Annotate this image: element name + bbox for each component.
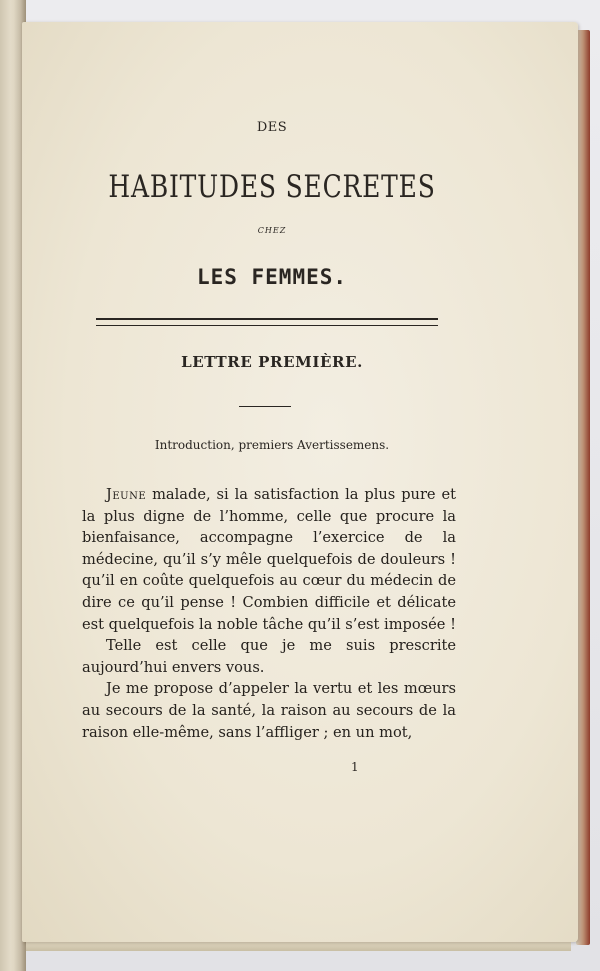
paragraph-text: Je me propose d’appeler la vertu et les mœurs au secours de la santé, la raison au secours de la raison elle-même, sans l’affliger ; en un mot, bbox=[82, 680, 456, 741]
short-rule-divider bbox=[239, 406, 291, 407]
paragraph-text: malade, si la satisfaction la plus pure et la plus digne de l’homme, celle que procure la bienfaisance, accompagne l’exercice de la médecine, qu’il s’y mêle quelquefois de douleurs ! qu’il en coûte quelquefois au cœur du médecin de dire ce qu’il pense ! Combien difficile et délicate est quelquefois la noble tâche qu’il s’est imposée ! bbox=[82, 486, 456, 633]
page-content bbox=[22, 22, 578, 942]
book-cover-edge bbox=[576, 30, 590, 945]
page-number: 1 bbox=[351, 760, 359, 774]
chapter-summary: Introduction, premiers Avertissemens. bbox=[154, 438, 390, 452]
double-rule-divider bbox=[96, 318, 438, 326]
title-chez: CHEZ bbox=[257, 226, 287, 235]
paragraph-1 bbox=[82, 484, 456, 635]
paragraph-lead-word: Jeune bbox=[106, 486, 147, 503]
paragraph-3 bbox=[82, 678, 456, 743]
title-femmes: LES FEMMES. bbox=[196, 265, 348, 289]
paragraph-2 bbox=[82, 635, 456, 678]
title-main: HABITUDES SECRETES bbox=[108, 168, 436, 205]
letter-heading: LETTRE PREMIÈRE. bbox=[181, 353, 363, 371]
body-text bbox=[82, 484, 456, 743]
paragraph-text: Telle est celle que je me suis prescrite aujourd’hui envers vous. bbox=[82, 637, 456, 676]
title-des: DES bbox=[256, 120, 288, 135]
